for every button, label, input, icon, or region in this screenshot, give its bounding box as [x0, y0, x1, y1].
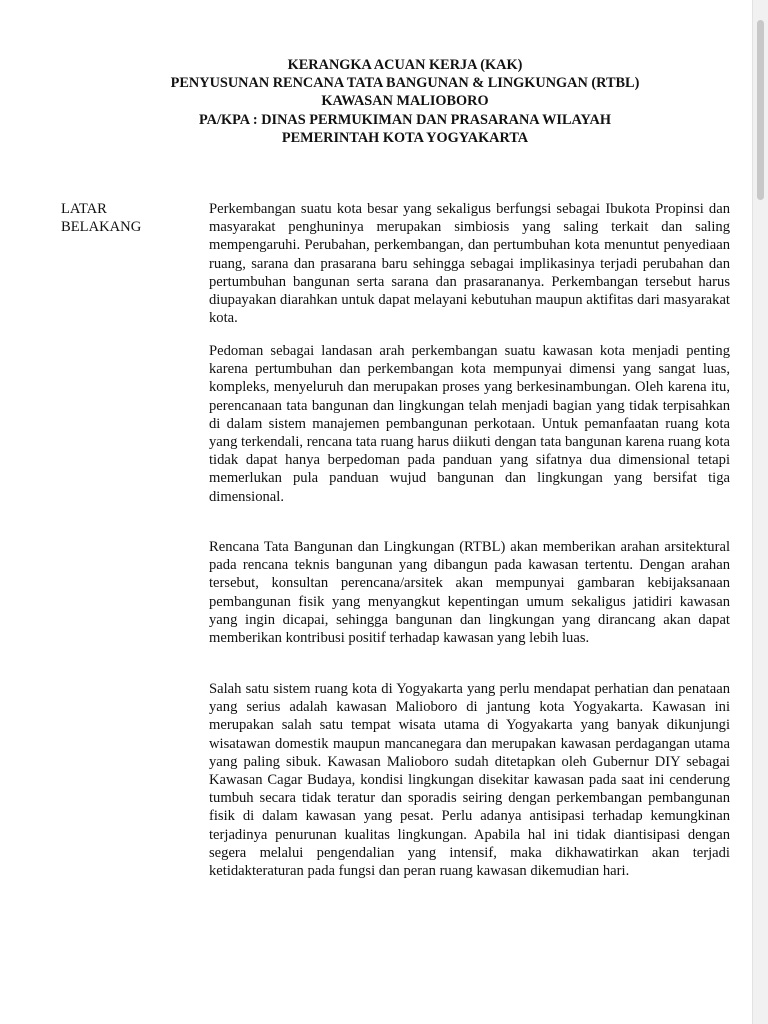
section-label-line: BELAKANG — [61, 219, 142, 236]
title-line: KERANGKA ACUAN KERJA (KAK) — [287, 57, 523, 73]
section-label-line: LATAR — [61, 201, 107, 217]
section-label — [61, 200, 181, 237]
title-line: PENYUSUNAN RENCANA TATA BANGUNAN & LINGKUNGAN (RTBL) — [170, 75, 640, 92]
title-line: KAWASAN MALIOBORO — [321, 93, 489, 110]
paragraph: Salah satu sistem ruang kota di Yogyakarta yang perlu mendapat perhatian dan penataan yang serius adalah kawasan Malioboro di jantung kota Yogyakarta. Kawasan ini merupakan salah satu tempat wisata utama di Yogyakarta yang banyak dikunjungi wisatawan domestik maupun mancanegara dan merupakan kawasan perdagangan utama yang paling sibuk. Kawasan Malioboro sudah ditetapkan oleh Gubernur DIY sebagai Kawasan Cagar Budaya, kondisi lingkungan disekitar kawasan pada saat ini cenderung tumbuh secara tidak teratur dan sporadis seiring dengan perkembangan pembangunan fisik di dalam kawasan yang pesat. Perlu adanya antisipasi terhadap kemungkinan terjadinya penurunan kualitas lingkungan. Apabila hal ini tidak diantisipasi dengan segera melalui pengendalian yang intensif, maka dikhawatirkan akan terjadi ketidakteraturan pada fungsi dan peran ruang kawasan dikemudian hari. — [209, 681, 730, 880]
scrollbar-thumb[interactable] — [757, 20, 764, 200]
vertical-scrollbar[interactable] — [752, 0, 768, 1024]
paragraph: Pedoman sebagai landasan arah perkembangan suatu kawasan kota menjadi penting karena pertumbuhan dan perkembangan kota mempunyai dimensi yang sangat luas, kompleks, menyeluruh dan merupakan proses yang berkesinambungan. Oleh karena itu, perencanaan tata bangunan dan lingkungan telah menjadi bagian yang tidak terpisahkan di dalam sistem manajemen pembangunan perkotaan. Untuk pemanfaatan ruang kota yang terkendali, rencana tata ruang harus diikuti dengan tata bangunan karena ruang kota tidak dapat hanya berpedoman pada panduan yang sifatnya dua dimensional tetapi memerlukan pula panduan wujud bangunan dan lingkungan yang bersifat tiga dimensional. — [209, 343, 730, 505]
title-line: PA/KPA : DINAS PERMUKIMAN DAN PRASARANA WILAYAH — [199, 111, 611, 128]
title-line: PEMERINTAH KOTA YOGYAKARTA — [281, 129, 529, 146]
paragraph: Perkembangan suatu kota besar yang sekaligus berfungsi sebagai Ibukota Propinsi dan masyarakat penghuninya merupakan simbiosis yang saling terkait dan saling mempengaruhi. Perubahan, perkembangan, dan pertumbuhan kota menuntut penyediaan ruang, sarana dan prasarana baru sehingga sebagai implikasinya terjadi perubahan dan pertumbuhan bangunan serta sarana dan prasarananya. Perkembangan tersebut harus diupayakan diarahkan untuk dapat melayani kebutuhan maupun aktifitas dari masyarakat kota. — [209, 201, 730, 327]
paragraph: Rencana Tata Bangunan dan Lingkungan (RTBL) akan memberikan arahan arsitektural pada rencana teknis bangunan yang dibangun pada kawasan tertentu. Dengan arahan tersebut, konsultan perencana/arsitek akan mempunyai gambaran kebijaksanaan pembangunan fisik yang menyangkut kepentingan umum sekaligus jatidiri kawasan yang ingin dicapai, sehingga bangunan dan lingkungan yang dirancang akan dapat memberikan kontribusi positif terhadap kawasan yang lebih luas. — [209, 539, 730, 647]
document-title — [60, 56, 750, 147]
